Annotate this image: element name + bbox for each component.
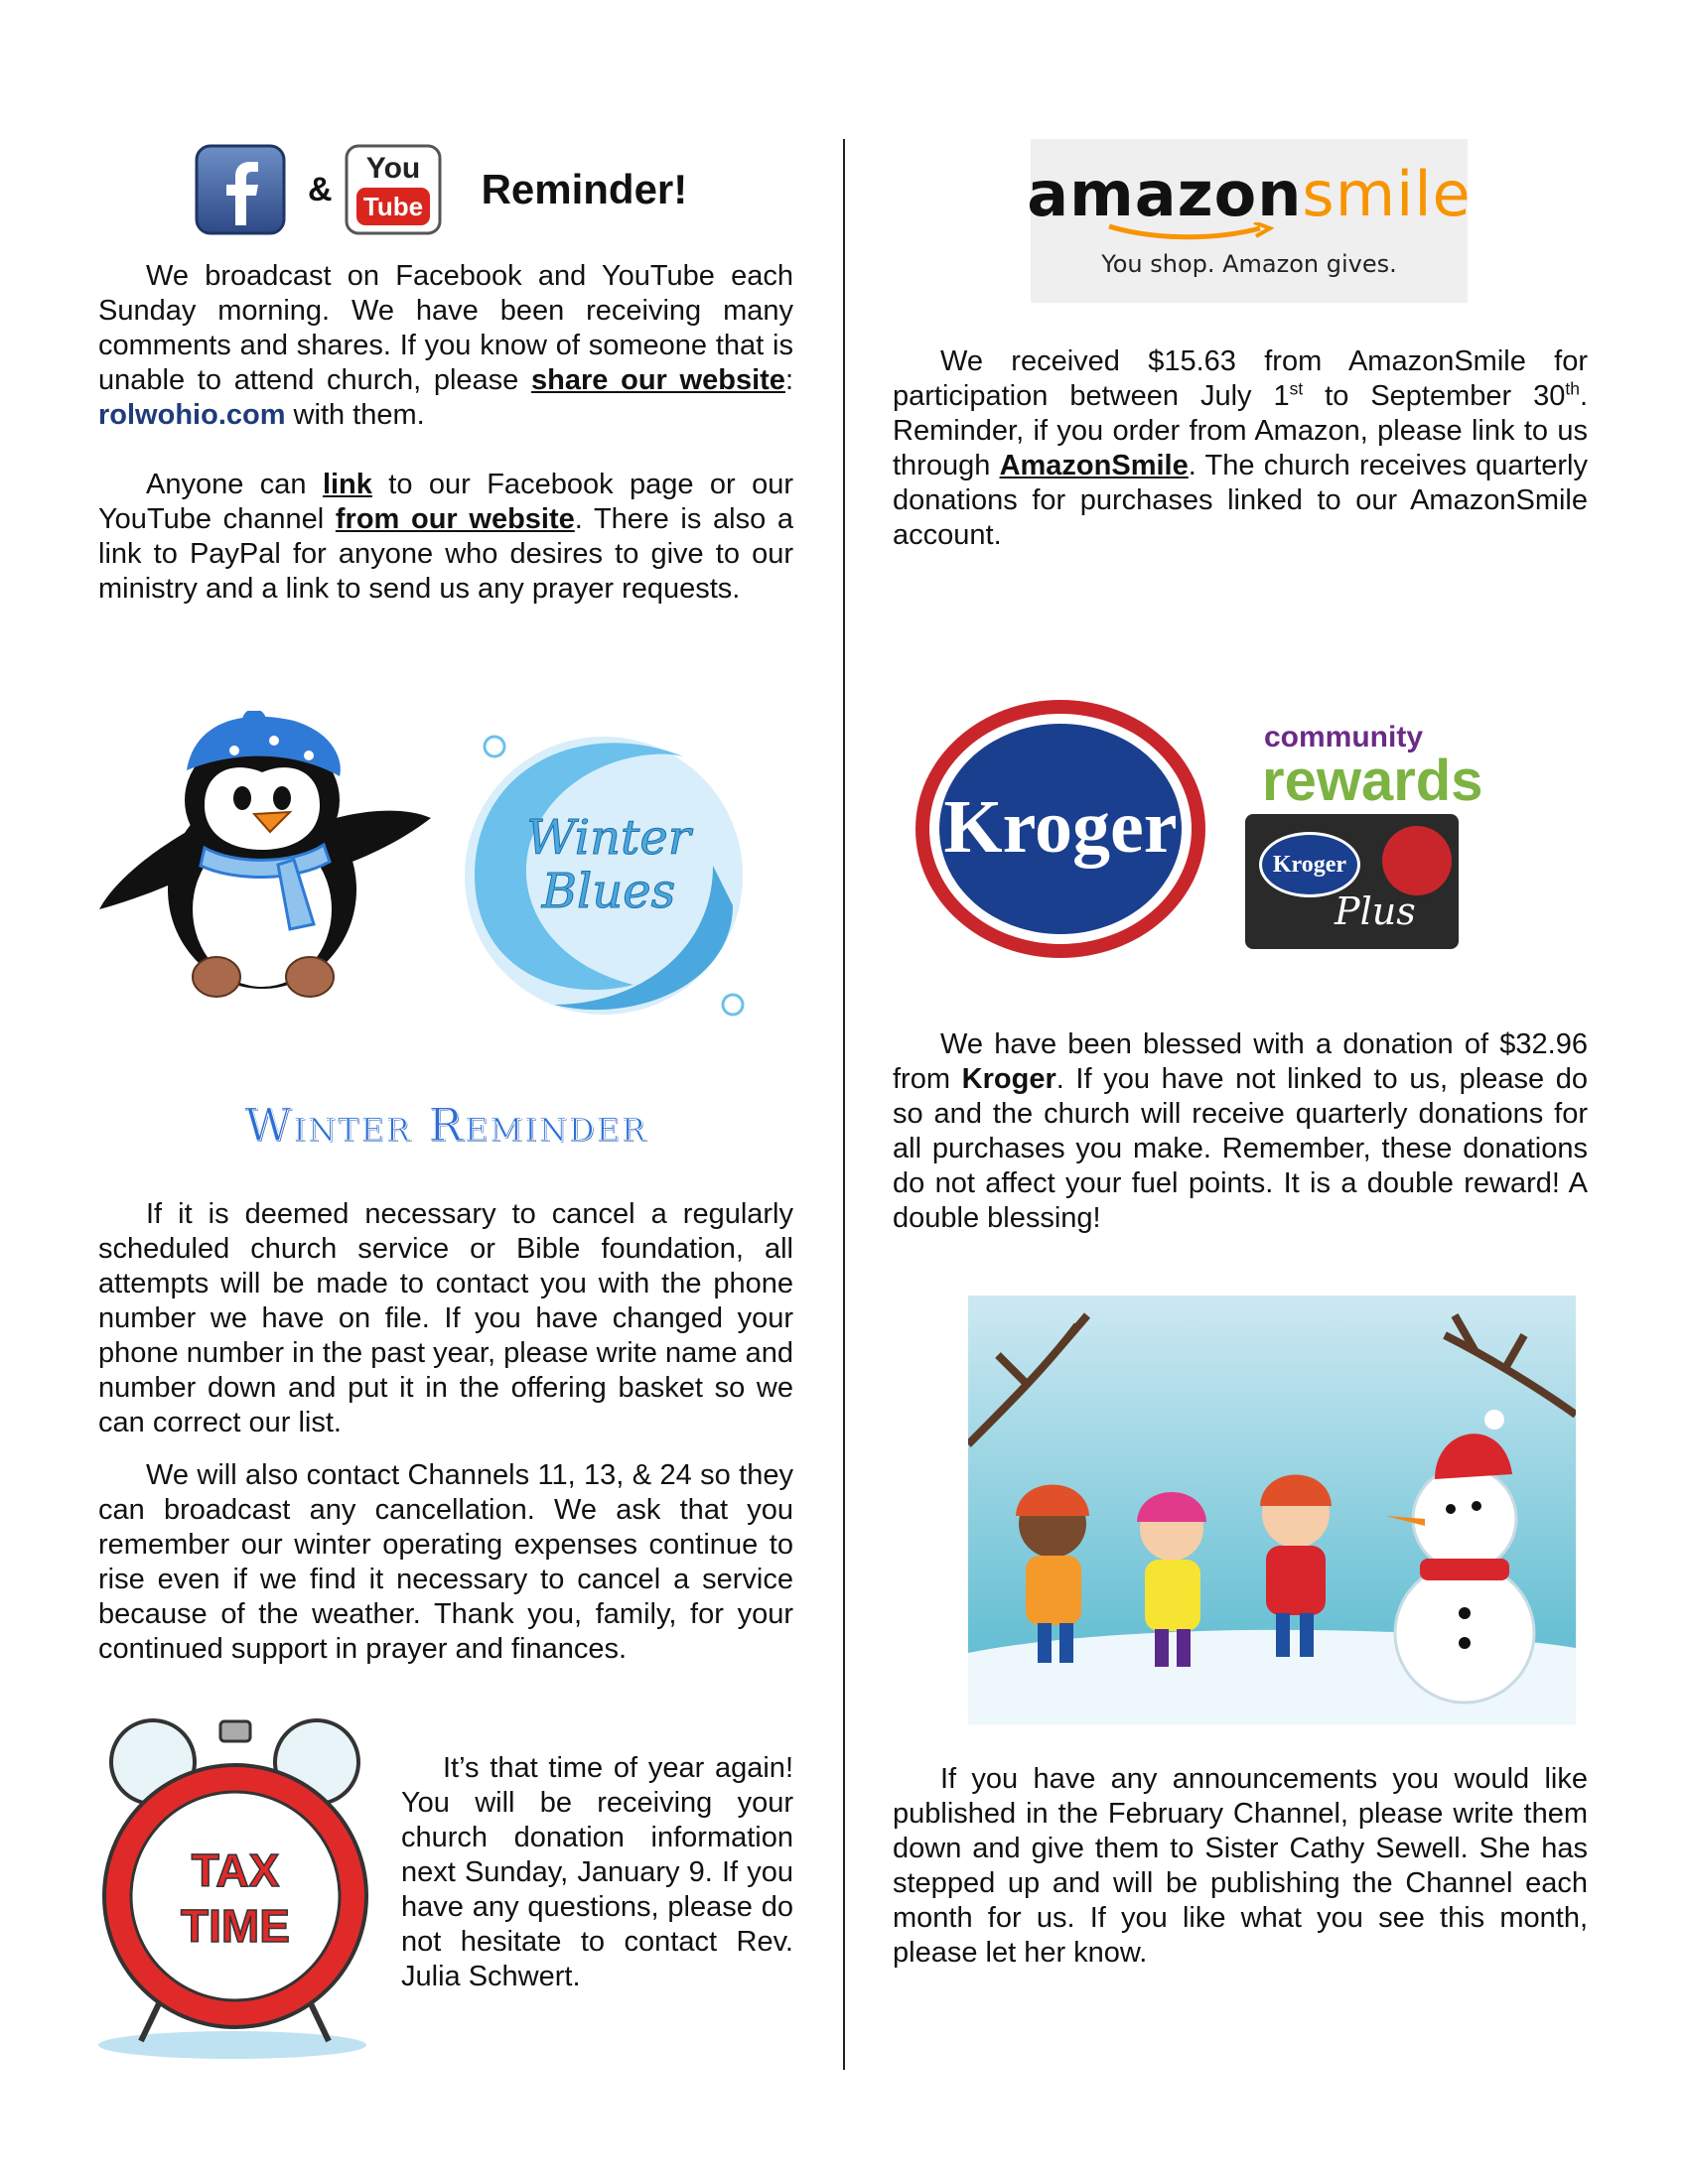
amazon-paragraph bbox=[893, 344, 1588, 553]
announce-paragraph: If you have any announcements you would like published in the February Channel, please write them down and give them to Sister Cathy Sewell. She has stepped up and will be publishing the Channel each month for us. If you like what you see this month, please let her know. bbox=[893, 1763, 1588, 1969]
sup-th: th bbox=[1565, 378, 1580, 399]
amazon-text-a: We received $15.63 from AmazonSmile for participation between July 1 bbox=[893, 345, 1588, 412]
sup-st: st bbox=[1289, 378, 1304, 399]
amazon-section bbox=[893, 344, 1588, 553]
rewards-text: rewards bbox=[1262, 749, 1483, 813]
column-divider bbox=[843, 139, 845, 2070]
kroger-section bbox=[893, 1027, 1588, 1236]
amazonsmile-link[interactable]: AmazonSmile bbox=[999, 450, 1189, 481]
svg-text:Tube: Tube bbox=[362, 192, 423, 221]
share-website-link[interactable]: share our website bbox=[531, 364, 785, 396]
svg-text:You: You bbox=[365, 152, 420, 185]
tax-time-clock bbox=[93, 1717, 381, 2065]
link-text-a: Anyone can bbox=[146, 469, 323, 500]
kroger-plus-card bbox=[1245, 814, 1459, 949]
winter-paragraph-2: We will also contact Channels 11, 13, & 24 so they can broadcast any cancellation. We ask that you remember our winter operating expenses continue to rise even if we find it necessary to cancel a service because of the weather. Thank you, family, for your continued support in prayer and finances. bbox=[98, 1459, 793, 1665]
amazonsmile-logo bbox=[1027, 139, 1472, 303]
smile-word: smile bbox=[1302, 157, 1472, 230]
colon: : bbox=[784, 364, 793, 396]
broadcast-text: We broadcast on Facebook and YouTube each Sunday morning. We have been receiving many comments and shares. If you know of someone that is unable to attend church, please bbox=[98, 260, 793, 396]
link-text-c: . There is also a link to PayPal for anyone who desires to give to our ministry and a link to send us any prayer requests. bbox=[98, 503, 793, 605]
youtube-icon bbox=[345, 144, 442, 235]
link-paragraph bbox=[98, 468, 793, 607]
winter-blues-illustration bbox=[435, 707, 763, 1034]
amazon-tagline: You shop. Amazon gives. bbox=[1101, 249, 1397, 278]
amazon-word: amazon bbox=[1027, 157, 1303, 230]
broadcast-section bbox=[98, 259, 793, 607]
winter-reminder-title: Winter Reminder bbox=[244, 1098, 647, 1152]
snow-kids-illustration bbox=[968, 1296, 1576, 1724]
broadcast-end: with them. bbox=[285, 399, 425, 431]
amazon-text-d: . The church receives quarterly donations for purchases linked to our AmazonSmile account. bbox=[893, 450, 1588, 551]
reminder-title: Reminder! bbox=[481, 166, 688, 212]
social-reminder-heading bbox=[195, 145, 687, 234]
facebook-icon bbox=[195, 144, 286, 235]
link-link[interactable]: link bbox=[322, 469, 372, 500]
ampersand: & bbox=[308, 170, 333, 208]
winter-reminder-section bbox=[98, 1197, 793, 1667]
tomato-image bbox=[1382, 826, 1452, 895]
community-rewards-logo bbox=[1236, 721, 1514, 813]
website-url-link[interactable]: rolwohio.com bbox=[98, 399, 286, 431]
winter-blues-text: Winter Blues bbox=[526, 810, 691, 919]
broadcast-paragraph bbox=[98, 259, 793, 433]
amazon-smile-arrow-icon bbox=[1105, 222, 1274, 240]
amazonsmile-wordmark bbox=[1027, 157, 1472, 230]
amazon-text-c: . Reminder, if you order from Amazon, please link to us through bbox=[893, 380, 1588, 481]
kroger-bold: Kroger bbox=[961, 1063, 1056, 1095]
tax-paragraph: It’s that time of year again! You will be receiving your church donation information next Sunday, January 9. If you have any questions, please do not hesitate to contact Rev. Julia Schwert. bbox=[401, 1752, 793, 1992]
kroger-paragraph bbox=[893, 1027, 1588, 1236]
amazon-text-b: to September 30 bbox=[1303, 380, 1566, 412]
time-text: TIME bbox=[181, 1900, 290, 1952]
penguin-illustration bbox=[95, 711, 433, 999]
kroger-logo bbox=[912, 695, 1209, 963]
link-text-b: to our Facebook page or our YouTube channel bbox=[98, 469, 794, 535]
tax-section bbox=[401, 1751, 793, 1994]
plus-text: Plus bbox=[1335, 889, 1416, 933]
kroger-logo-text: Kroger bbox=[943, 785, 1178, 869]
community-text: community bbox=[1264, 721, 1424, 753]
announce-section bbox=[893, 1762, 1588, 1971]
kroger-card-logo: Kroger bbox=[1259, 832, 1360, 897]
kroger-text-a: We have been blessed with a donation of $32.96 from bbox=[893, 1028, 1588, 1095]
tax-text: TAX bbox=[191, 1844, 280, 1896]
kroger-text-b: . If you have not linked to us, please do so and the church will receive quarterly donations for all purchases you make. Remember, these donations do not affect your fuel points. It is a double reward! A double blessing! bbox=[893, 1063, 1589, 1234]
winter-paragraph-1: If it is deemed necessary to cancel a regularly scheduled church service or Bible foundation, all attempts will be made to contact you with the phone number we have on file. If you have changed your phone number in the past year, please write name and number down and put it in the offering basket so we can correct our list. bbox=[98, 1198, 793, 1438]
from-website-link[interactable]: from our website bbox=[335, 503, 575, 535]
